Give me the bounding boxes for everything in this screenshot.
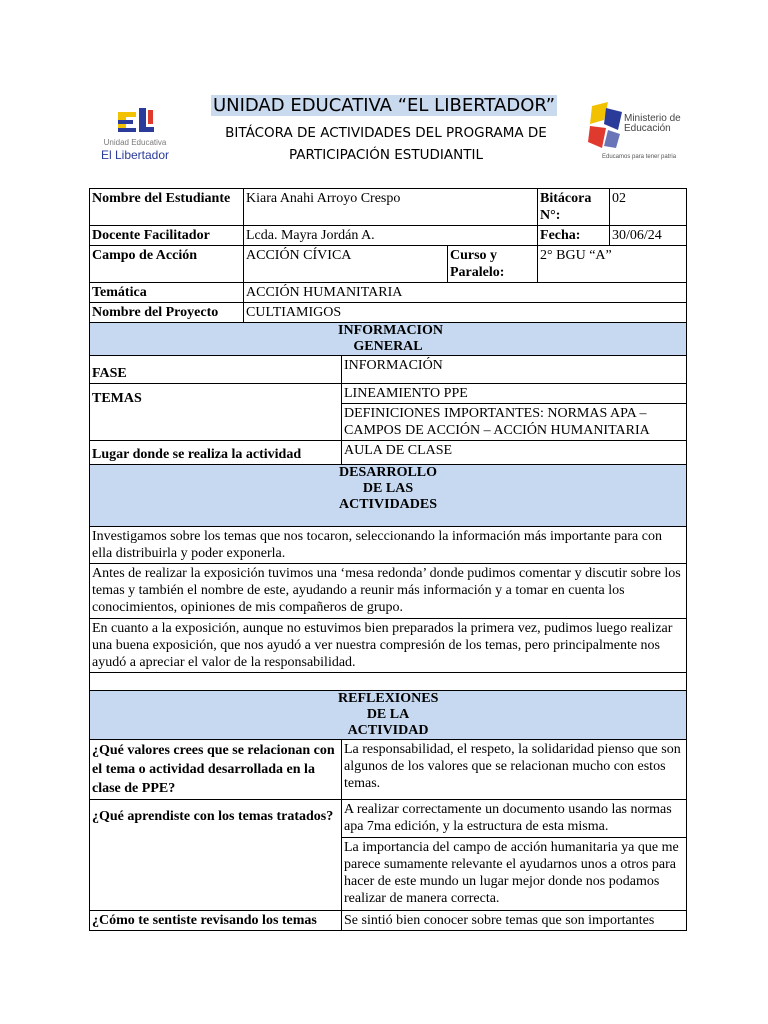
place-row: [90, 441, 687, 465]
spacer-row: [90, 673, 687, 691]
document-subtitle: BITÁCORA DE ACTIVIDADES DEL PROGRAMA DE PARTICIPACIÓN ESTUDIANTIL: [225, 125, 547, 163]
project-value: CULTIAMIGOS: [244, 303, 687, 323]
field-row: [90, 246, 687, 283]
reflection-section-heading: [90, 691, 687, 740]
place-value: AULA DE CLASE: [342, 441, 687, 465]
development-paragraph-row: [90, 527, 687, 564]
student-value: Kiara Anahi Arroyo Crespo: [244, 189, 538, 226]
reflection-section-row: [90, 691, 687, 740]
topics-value-2: DEFINICIONES IMPORTANTES: NORMAS APA – CAMPOS DE ACCIÓN – ACCIÓN HUMANITARIA: [342, 404, 687, 441]
phase-value: INFORMACIÓN: [342, 356, 687, 384]
theme-label: Temática: [90, 283, 244, 303]
activity-log-table: [89, 188, 687, 931]
question-feelings: ¿Cómo te sentiste revisando los temas: [90, 911, 342, 931]
teacher-value: Lcda. Mayra Jordán A.: [244, 226, 538, 246]
general-heading-text: INFORMACION GENERAL: [338, 323, 444, 354]
phase-label: FASE: [90, 356, 342, 384]
topics-row: [90, 384, 687, 404]
topics-value-1: LINEAMIENTO PPE: [342, 384, 687, 404]
school-logo-line2: El Libertador: [100, 148, 170, 162]
development-paragraph-row: [90, 564, 687, 619]
ministry-logo-icon: [588, 102, 624, 152]
answer-learned-1: A realizar correctamente un documento usando las normas apa 7ma edición, y la estructura de esta misma.: [342, 800, 687, 838]
theme-row: [90, 283, 687, 303]
course-value: 2° BGU “A”: [538, 246, 687, 283]
general-section-row: [90, 323, 687, 356]
phase-row: [90, 356, 687, 384]
ministry-logo-name: Ministerio de Educación: [624, 113, 681, 134]
development-section-heading: [90, 465, 687, 527]
answer-values: La responsabilidad, el respeto, la solidaridad pienso que son algunos de los valores que se relacionan mucho con estos temas.: [342, 740, 687, 800]
ministry-logo: [588, 100, 688, 166]
general-section-heading: [90, 323, 687, 356]
topics-label: TEMAS: [90, 384, 342, 441]
bitacora-label: Bitácora N°:: [538, 189, 610, 226]
reflection-heading-text: REFLEXIONES DE LA ACTIVIDAD: [338, 691, 439, 738]
project-label: Nombre del Proyecto: [90, 303, 244, 323]
date-value: 30/06/24: [610, 226, 687, 246]
teacher-row: [90, 226, 687, 246]
theme-value: ACCIÓN HUMANITARIA: [244, 283, 687, 303]
reflection-q1-row: [90, 740, 687, 800]
project-row: [90, 303, 687, 323]
field-label: Campo de Acción: [90, 246, 244, 283]
ministry-logo-slogan: Educamos para tener patria: [602, 154, 677, 160]
question-values: ¿Qué valores crees que se relacionan con el tema o actividad desarrollada en la clase de PPE?: [90, 740, 342, 800]
question-learned: ¿Qué aprendiste con los temas tratados?: [90, 800, 342, 911]
student-row: [90, 189, 687, 226]
field-value: ACCIÓN CÍVICA: [244, 246, 448, 283]
empty-cell: [90, 673, 687, 691]
development-heading-text: DESARROLLO DE LAS ACTIVIDADES: [339, 465, 438, 512]
development-paragraph-row: [90, 619, 687, 673]
document-header: [0, 0, 768, 180]
development-section-row: [90, 465, 687, 527]
answer-learned-2: La importancia del campo de acción humanitaria ya que me parece sumamente relevante el ayudarnos unos a otros para hacer de este mundo un lugar mejor donde nos podamos realizar de manera correcta.: [342, 838, 687, 911]
reflection-q3-row: [90, 911, 687, 931]
student-label: Nombre del Estudiante: [90, 189, 244, 226]
school-title-text: UNIDAD EDUCATIVA “EL LIBERTADOR”: [212, 95, 556, 116]
development-paragraph-3: En cuanto a la exposición, aunque no estuvimos bien preparados la primera vez, pudimos luego realizar una buena exposición, que nos ayudó a ver nuestra compresión de los temas, pero principalmente nos ayudó a apreciar el valor de la responsabilidad.: [90, 619, 687, 673]
development-paragraph-2: Antes de realizar la exposición tuvimos una ‘mesa redonda’ donde pudimos comentar y discutir sobre los temas y también el nombre de este, ayudando a reunir más información y a tomar en cuenta los conocimientos, opiniones de mis compañeros de grupo.: [90, 564, 687, 619]
development-paragraph-1: Investigamos sobre los temas que nos tocaron, seleccionando la información más importante para con ella distribuirla y poder exponerla.: [90, 527, 687, 564]
bitacora-value: 02: [610, 189, 687, 226]
school-logo-line1: Unidad Educativa: [103, 138, 167, 147]
answer-feelings: Se sintió bien conocer sobre temas que son importantes: [342, 911, 687, 931]
teacher-label: Docente Facilitador: [90, 226, 244, 246]
date-label: Fecha:: [538, 226, 610, 246]
reflection-q2-row: [90, 800, 687, 838]
place-label: Lugar donde se realiza la actividad: [90, 441, 342, 465]
course-label: Curso y Paralelo:: [448, 246, 538, 283]
